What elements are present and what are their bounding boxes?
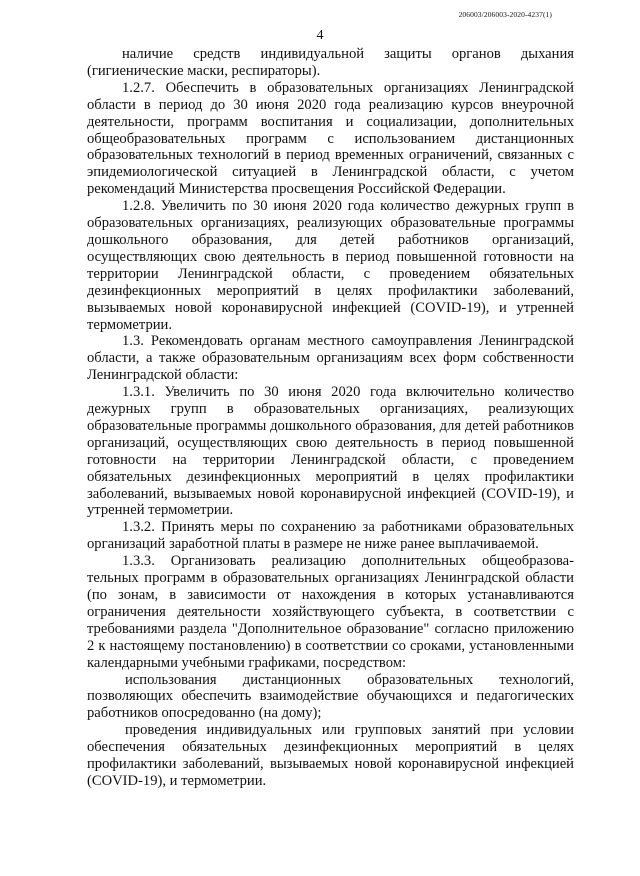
document-id: 206003/206003-2020-4237(1) [458,10,552,19]
paragraph-1-3-1: 1.3.1. Увеличить по 30 июня 2020 года включительно количество дежурных групп в образовательных организациях, реализующих образовательные программы дошкольного образования, для детей работников организаций, осуществляющих свою деятельность в период повышенной готовности на территории Ленинградской области, с проведением обязательных дезинфекционных мероприятий в целях профилактики заболеваний, вызываемых новой коронавирусной инфекцией (COVID-19), и утренней термометрии. [87,384,574,519]
paragraph-1-2-8: 1.2.8. Увеличить по 30 июня 2020 года количество дежурных групп в образовательных организациях, реализующих образовательные программы дошкольного образования, для детей работников организаций, осуществляющих свою деятельность в период повышенной готовности на территории Ленинградской области, с проведением обязательных дезинфекционных мероприятий в целях профилактики заболеваний, вызываемых новой коронавирусной инфекцией (COVID-19), и утренней термометрии. [87,198,574,333]
paragraph-individual-classes: проведения индивидуальных или групповых занятий при условии обеспечения обязательных дезинфекционных мероприятий в целях профилактики заболеваний, вызываемых новой коронавирусной инфекцией (COVID-19), и термометрии. [87,722,574,789]
paragraph-protective-equipment: наличие средств индивидуальной защиты органов дыхания (гигиенические маски, респираторы). [87,46,574,79]
paragraph-1-3-3: 1.3.3. Организовать реализацию дополнительных общеобразова-тельных программ в образовательных организациях Ленинградской области (по зонам, в зависимости от нахождения в которых устанавливаются ограничения деятельности хозяйствующего субъекта, в соответствии с требованиями раздела "Дополнительное образование" согласно приложению 2 к настоящему постановлению) в соответствии со сроками, установленными календарными учебными графиками, посредством: [87,553,574,671]
paragraph-distance-technologies: использования дистанционных образовательных технологий, позволяющих обеспечить взаимодействие обучающихся и педагогических работников опосредованно (на дому); [87,671,574,722]
paragraph-1-2-7: 1.2.7. Обеспечить в образовательных организациях Ленинградской области в период до 30 июня 2020 года реализацию курсов внеурочной деятельности, программ воспитания и социализации, дополнительных общеобразовательных программ с использованием дистанционных образовательных технологий в период временных ограничений, связанных с эпидемиологической ситуацией в Ленинградской области, с учетом рекомендаций Министерства просвещения Российской Федерации. [87,79,574,198]
page-number: 4 [316,28,324,43]
document-body [87,46,574,790]
paragraph-1-3-2: 1.3.2. Принять меры по сохранению за работниками образовательных организаций заработной платы в размере не ниже ранее выплачиваемой. [87,519,574,553]
paragraph-1-3: 1.3. Рекомендовать органам местного самоуправления Ленинградской области, а также образовательным организациям всех форм собственности Ленинградской области: [87,333,574,384]
